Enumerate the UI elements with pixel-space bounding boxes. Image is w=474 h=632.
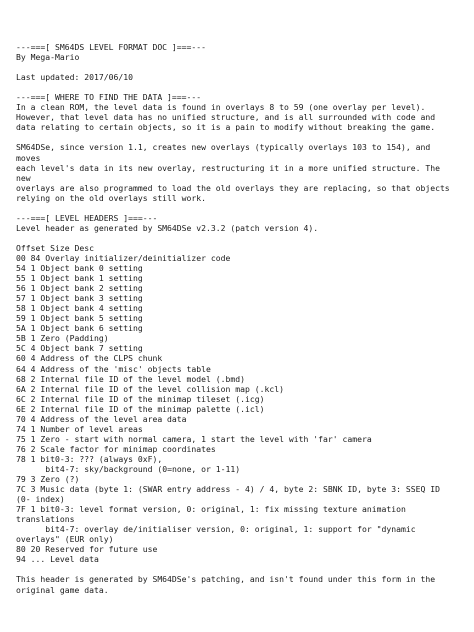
- text-line: This header is generated by SM64DSe's patching, and isn't found under this form in the original game data.: [16, 574, 440, 595]
- blank-line: [16, 203, 458, 213]
- section-headers: [16, 213, 458, 575]
- blank-line: [16, 564, 458, 574]
- section-where: [16, 92, 458, 213]
- text-line: Level header as generated by SM64DSe v2.3.2 (patch version 4).: [16, 222, 319, 233]
- blank-line: [16, 233, 458, 243]
- text-line: ---===[ LEVEL HEADERS ]===---: [16, 212, 158, 223]
- text-line: SM64DSe, since version 1.1, creates new overlays (typically overlays 103 to 154), and moves: [16, 142, 436, 163]
- text-line: In a clean ROM, the level data is found in overlays 8 to 59 (one overlay per level).: [16, 102, 426, 113]
- text-line: 64 4 Address of the 'misc' objects table: [16, 363, 211, 374]
- text-line: bit4-7: sky/background (0=none, or 1-11): [16, 463, 241, 474]
- text-line: 56 1 Object bank 2 setting: [16, 283, 143, 294]
- text-line: 57 1 Object bank 3 setting: [16, 293, 143, 304]
- text-line: data relating to certain objects, so it is a pain to modify without breaking the game.: [16, 122, 436, 133]
- text-line: 55 1 Object bank 1 setting: [16, 273, 143, 284]
- text-line: 00 84 Overlay initializer/deinitializer code: [16, 252, 231, 263]
- text-line: 58 1 Object bank 4 setting: [16, 303, 143, 314]
- text-line: each level's data in its new overlay, restructuring it in a more unified structure. The new: [16, 162, 445, 183]
- text-line: Last updated: 2017/06/10: [16, 72, 133, 83]
- text-line: 6E 2 Internal file ID of the minimap palette (.icl): [16, 403, 265, 414]
- section-header: [16, 42, 458, 92]
- text-line: 59 1 Object bank 5 setting: [16, 313, 143, 324]
- text-line: 78 1 bit0-3: ??? (always 0xF),: [16, 453, 163, 464]
- blank-line: [16, 132, 458, 142]
- text-line: However, that level data has no unified structure, and is all surrounded with code and: [16, 112, 436, 123]
- text-line: 7F 1 bit0-3: level format version, 0: original, 1: fix missing texture animation translations: [16, 504, 411, 525]
- text-line: 5A 1 Object bank 6 setting: [16, 323, 143, 334]
- text-line: 60 4 Address of the CLPS chunk: [16, 353, 163, 364]
- text-line: 54 1 Object bank 0 setting: [16, 263, 143, 274]
- text-line: 70 4 Address of the level area data: [16, 413, 187, 424]
- text-line: 68 2 Internal file ID of the level model (.bmd): [16, 373, 246, 384]
- text-line: 6C 2 Internal file ID of the minimap tileset (.icg): [16, 393, 265, 404]
- text-line: ---===[ WHERE TO FIND THE DATA ]===---: [16, 92, 202, 103]
- text-line: By Mega-Mario: [16, 52, 80, 63]
- text-line: 80 20 Reserved for future use: [16, 544, 158, 555]
- text-line: Offset Size Desc: [16, 242, 94, 253]
- text-line: 79 3 Zero (?): [16, 474, 80, 485]
- text-line: 75 1 Zero - start with normal camera, 1 start the level with 'far' camera: [16, 433, 372, 444]
- text-line: 76 2 Scale factor for minimap coordinates: [16, 443, 216, 454]
- text-line: 6A 2 Internal file ID of the level collision map (.kcl): [16, 383, 285, 394]
- text-line: ---===[ SM64DS LEVEL FORMAT DOC ]===---: [16, 42, 207, 52]
- text-line: relying on the old overlays still work.: [16, 192, 207, 203]
- text-line: 94 ... Level data: [16, 554, 99, 565]
- text-line: bit4-7: overlay de/initialiser version, 0: original, 1: support for "dynamic overlays" (EUR only): [16, 524, 421, 545]
- text-line: overlays are also programmed to load the old overlays they are replacing, so that objects: [16, 182, 450, 193]
- document-body: [16, 42, 458, 595]
- text-line: 5B 1 Zero (Padding): [16, 333, 109, 344]
- blank-line: [16, 62, 458, 72]
- section-footer: [16, 574, 458, 594]
- text-line: 7C 3 Music data (byte 1: (SWAR entry address - 4) / 4, byte 2: SBNK ID, byte 3: SSEQ ID (0- index): [16, 484, 445, 505]
- text-line: 74 1 Number of level areas: [16, 423, 143, 434]
- text-line: 5C 4 Object bank 7 setting: [16, 343, 143, 354]
- blank-line: [16, 82, 458, 92]
